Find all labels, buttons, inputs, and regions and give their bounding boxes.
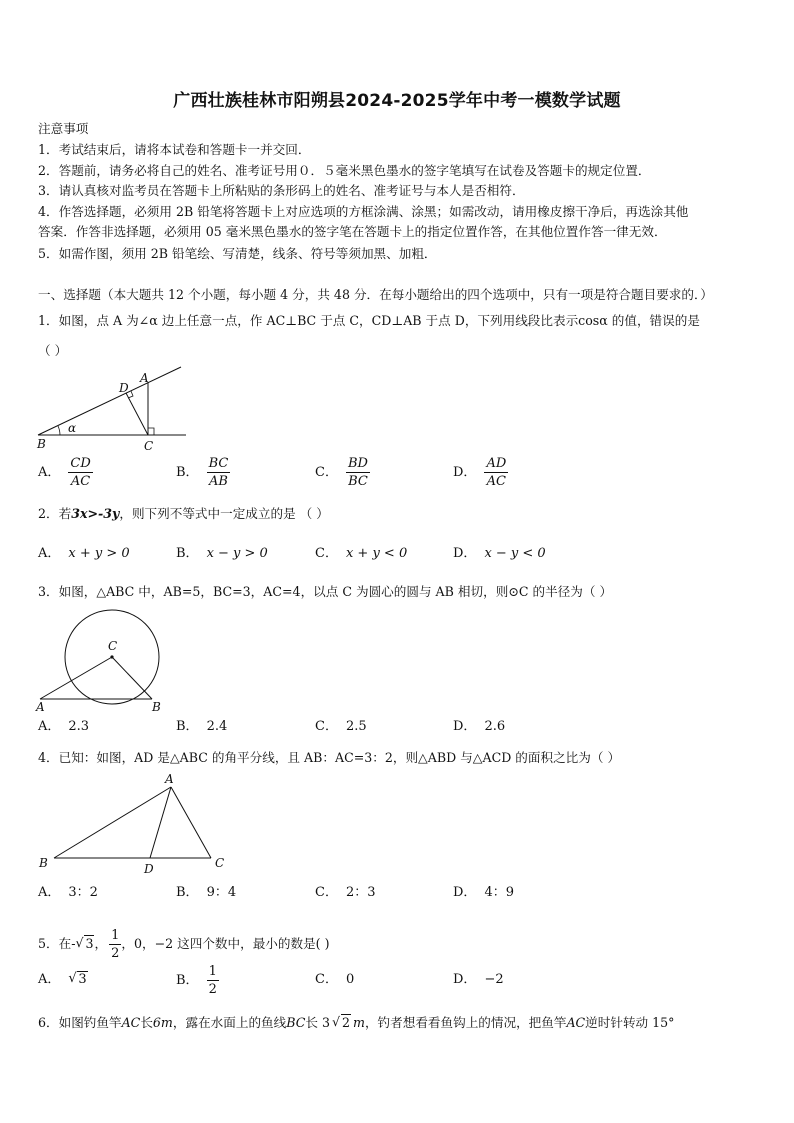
page-title: 广西壮族桂林市阳朔县2024-2025学年中考一模数学试题 (173, 91, 621, 111)
q3-option-c[interactable]: C． 2.5 (315, 719, 367, 734)
q1-stem: 1．如图，点 A 为∠α 边上任意一点，作 AC⊥BC 于点 C，CD⊥AB 于点 D，下列用线段比表示cosα 的值，错误的是 (38, 313, 700, 328)
q1-label-c: C (144, 439, 154, 453)
notice-item: 答案．作答非选择题，必须用 05 毫米黑色墨水的签字笔在答题卡上的指定位置作答，在其他位置作答一律无效． (38, 224, 667, 239)
q1-option-b[interactable]: B． $\frac{BC}{AB}$ (176, 456, 229, 489)
q3-option-b[interactable]: B． 2.4 (176, 719, 228, 734)
q4-label-a: A (165, 772, 174, 786)
q1-angle-arc (58, 426, 60, 435)
notice-item: 5．如需作图，须用 2B 铅笔绘、写清楚，线条、符号等须加黑、加粗． (38, 246, 437, 261)
notice-item: 1．考试结束后，请将本试卷和答题卡一并交回． (38, 142, 311, 157)
q1-right-angle-c (148, 428, 154, 435)
q3-segment-bc (112, 657, 152, 699)
q3-figure (32, 603, 172, 715)
q4-label-b: B (39, 856, 48, 870)
q1-label-d: D (119, 381, 129, 395)
q5-stem: 5．在-√ 3， $\frac{1}{2}$ ，0，−2 这四个数中，最小的数是( ) (38, 928, 330, 961)
notice-item: 4．作答选择题，必须用 2B 铅笔将答题卡上对应选项的方框涂满、涂黑；如需改动，请用橡皮擦干净后，再选涂其他 (38, 204, 689, 219)
q4-option-c[interactable]: C． 2：3 (315, 885, 376, 900)
q2-option-a[interactable]: A． x + y > 0 (38, 546, 130, 561)
q3-center-dot (110, 655, 113, 658)
q5-option-a[interactable]: A．√ 3 (38, 972, 88, 988)
q1-option-a[interactable]: A． $\frac{CD}{AC}$ (38, 456, 91, 489)
q1-option-d[interactable]: D． $\frac{AD}{AC}$ (453, 456, 507, 489)
q3-segment-ac (40, 657, 112, 699)
q4-option-d[interactable]: D． 4：9 (453, 885, 514, 900)
q2-option-d[interactable]: D． x − y < 0 (453, 546, 546, 561)
q4-label-c: C (215, 856, 225, 870)
q3-stem: 3．如图，△ABC 中，AB=5，BC=3，AC=4，以点 C 为圆心的圆与 AB 相切，则⊙C 的半径为（ ） (38, 584, 613, 599)
q3-option-a[interactable]: A． 2.3 (38, 719, 90, 734)
q4-option-a[interactable]: A． 3：2 (38, 885, 98, 900)
q5-option-b[interactable]: B． $\frac{1}{2}$ (176, 964, 217, 997)
q4-label-d: D (144, 862, 154, 876)
q1-option-c[interactable]: C． $\frac{BD}{BC}$ (315, 456, 368, 489)
q1-label-a: A (140, 371, 149, 385)
q4-stem: 4．已知：如图，AD 是△ABC 的角平分线，且 AB：AC=3：2，则△ABD 与△ACD 的面积之比为（ ） (38, 750, 621, 765)
q1-label-alpha: α (68, 421, 77, 435)
q2-option-c[interactable]: C． x + y < 0 (315, 546, 408, 561)
q1-ray (38, 367, 181, 435)
q2-option-b[interactable]: B． x − y > 0 (176, 546, 268, 561)
q5-option-c[interactable]: C． 0 (315, 972, 355, 987)
notice-item: 2．答题前，请务必将自己的姓名、准考证号用０．５毫米黑色墨水的签字笔填写在试卷及答题卡的规定位置． (38, 163, 651, 178)
q1-segment-cd (126, 393, 148, 435)
section-heading: 一、选择题（本大题共 12 个小题，每小题 4 分，共 48 分．在每小题给出的四个选项中，只有一项是符合题目要求的．） (38, 287, 713, 302)
q4-segment-ac (171, 787, 211, 858)
notice-item: 3．请认真核对监考员在答题卡上所粘贴的条形码上的姓名、准考证号与本人是否相符． (38, 183, 525, 198)
q6-stem: 6．如图钓鱼竿AC长6m，露在水面上的鱼线BC长 3√ 2 m，钓者想看看鱼钩上的情况，把鱼竿AC逆时针转动 15° (38, 1015, 674, 1031)
notice-heading: 注意事项 (38, 121, 89, 136)
q3-label-a: A (36, 700, 45, 714)
q3-label-b: B (152, 700, 161, 714)
q1-label-b: B (37, 437, 46, 451)
q5-option-d[interactable]: D． −2 (453, 972, 504, 987)
q1-paren: （ ） (38, 343, 68, 358)
q3-option-d[interactable]: D． 2.6 (453, 719, 506, 734)
q3-label-c: C (108, 639, 118, 653)
q4-figure (34, 770, 229, 878)
q4-option-b[interactable]: B． 9：4 (176, 885, 237, 900)
q1-figure (32, 362, 192, 454)
q2-stem: 2．若3x>-3y，则下列不等式中一定成立的是 （ ） (38, 506, 329, 521)
